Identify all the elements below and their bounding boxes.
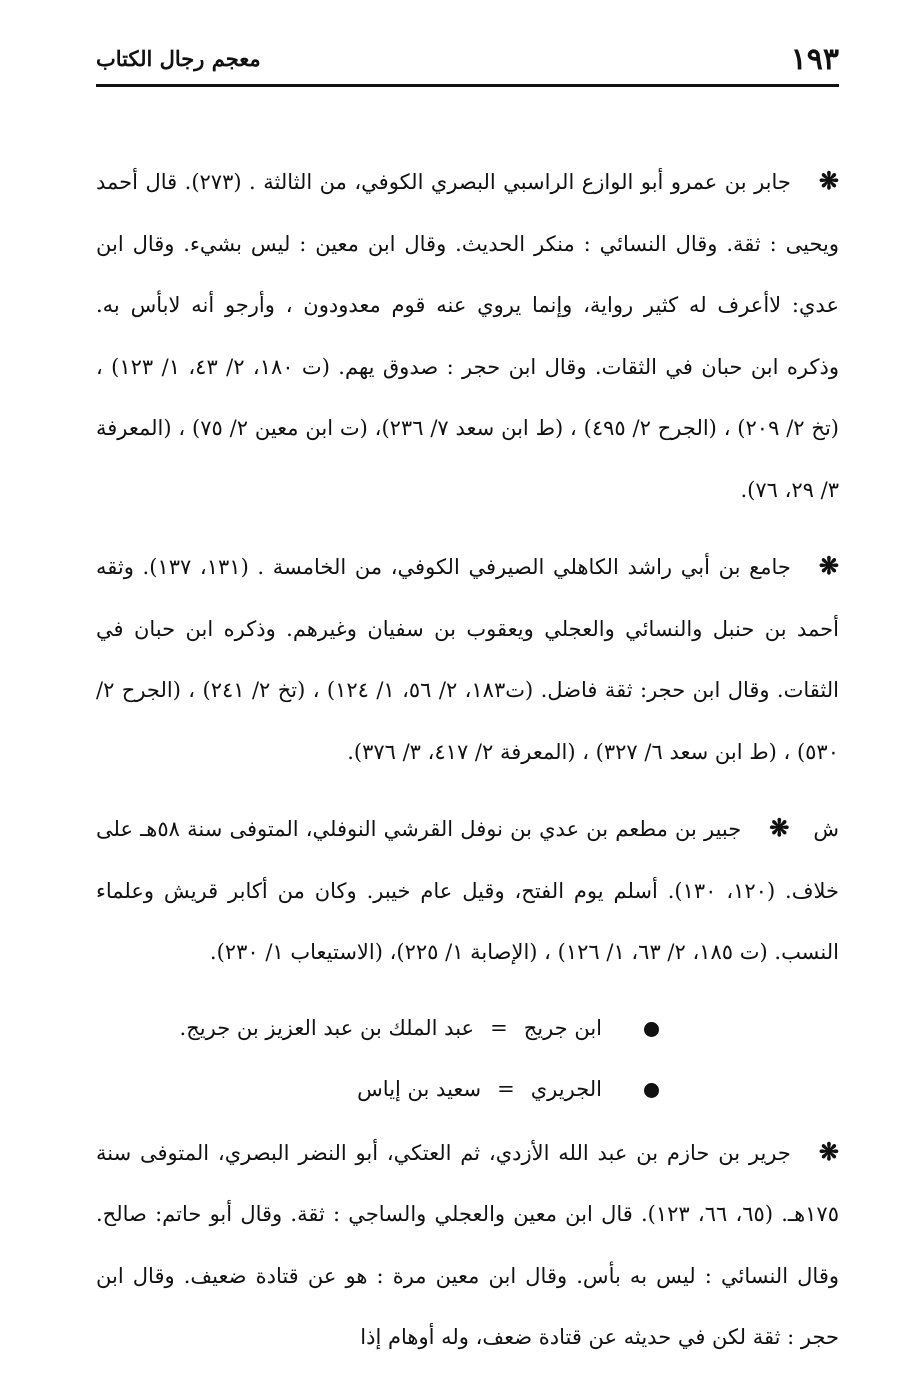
page-body xyxy=(96,150,839,1383)
cross-reference-key: ابن جريج xyxy=(523,1015,602,1040)
bullet-icon xyxy=(644,1022,659,1037)
asterisk-marker-icon: ❋ xyxy=(818,551,839,580)
cross-reference-key: الجريري xyxy=(530,1077,602,1101)
entry-jarir-ibn-hazim xyxy=(96,1121,839,1369)
bullet-icon xyxy=(644,1083,659,1098)
entry-prefix: ش xyxy=(813,817,839,841)
entry-jubair-ibn-mutim xyxy=(96,797,839,984)
equals-sign: = xyxy=(490,1015,508,1040)
asterisk-marker-icon: ❋ xyxy=(818,166,839,195)
entry-text: جامع بن أبي راشد الكاهلي الصيرفي الكوفي، من الخامسة . (١٣١، ١٣٧). وثقه أحمد بن حنبل والنسائي والعجلي ويعقوب بن سفيان وغيرهم. وذكره ابن حبان في الثقات. وقال ابن حجر: ثقة فاضل. (ت١٨٣، ٢/ ٥٦، ١/ ١٢٤) ، (تخ ٢/ ٢٤١) ، (الجرح ٢/ ٥٣٠) ، (ط ابن سعد ٦/ ٣٢٧) ، (المعرفة ٢/ ٤١٧، ٣/ ٣٧٦). xyxy=(96,555,839,764)
cross-reference-ibn-jurayj xyxy=(96,998,839,1060)
equals-sign: = xyxy=(497,1077,515,1101)
cross-reference-value: سعيد بن إياس xyxy=(357,1077,482,1101)
running-title: معجم رجال الكتاب xyxy=(96,46,261,71)
cross-reference-value: عبد الملك بن عبد العزيز بن جريج. xyxy=(179,1015,475,1040)
cross-reference-al-jurayri xyxy=(96,1059,839,1121)
asterisk-marker-icon: ❋ xyxy=(769,813,790,842)
entry-text: جابر بن عمرو أبو الوازع الراسبي البصري الكوفي، من الثالثة . (٢٧٣). قال أحمد ويحيى : ثقة. وقال النسائي : منكر الحديث. وقال ابن معين : ليس بشيء. وقال ابن عدي: لاأعرف له كثير رواية، وإنما يروي عنه قوم معدودون ، وأرجو أنه لابأس به. وذكره ابن حبان في الثقات. وقال ابن حجر : صدوق يهم. (ت ١٨٠، ٢/ ٤٣، ١/ ١٢٣) ، (تخ ٢/ ٢٠٩) ، (الجرح ٢/ ٤٩٥) ، (ط ابن سعد ٧/ ٢٣٦)، (ت ابن معين ٢/ ٧٥) ، (المعرفة ٣/ ٢٩، ٧٦). xyxy=(96,170,839,502)
entry-jami-ibn-abi-rashid xyxy=(96,535,839,783)
page-header xyxy=(96,40,839,86)
entry-jabir-ibn-amr xyxy=(96,150,839,521)
entry-text: جرير بن حازم بن عبد الله الأزدي، ثم العتكي، أبو النضر البصري، المتوفى سنة ١٧٥هـ. (٦٥، ٦٦، ١٢٣). قال ابن معين والعجلي والساجي : ثقة. وقال أبو حاتم: صالح. وقال النسائي : ليس به بأس. وقال ابن معين مرة : هو عن قتادة ضعيف. وقال ابن حجر : ثقة لكن في حديثه عن قتادة ضعف، وله أوهام إذا xyxy=(96,1140,839,1349)
asterisk-marker-icon: ❋ xyxy=(818,1136,839,1166)
page-number: ١٩٣ xyxy=(790,42,839,77)
entry-text: جبير بن مطعم بن عدي بن نوفل القرشي النوفلي، المتوفى سنة ٥٨هـ على خلاف. (١٢٠، ١٣٠). أسلم يوم الفتح، وقيل عام خيبر. وكان من أكابر قريش وعلماء النسب. (ت ١٨٥، ٢/ ٦٣، ١/ ١٢٦) ، (الإصابة ١/ ٢٢٥)، (الاستيعاب ١/ ٢٣٠). xyxy=(96,817,840,964)
header-rule xyxy=(96,84,839,87)
